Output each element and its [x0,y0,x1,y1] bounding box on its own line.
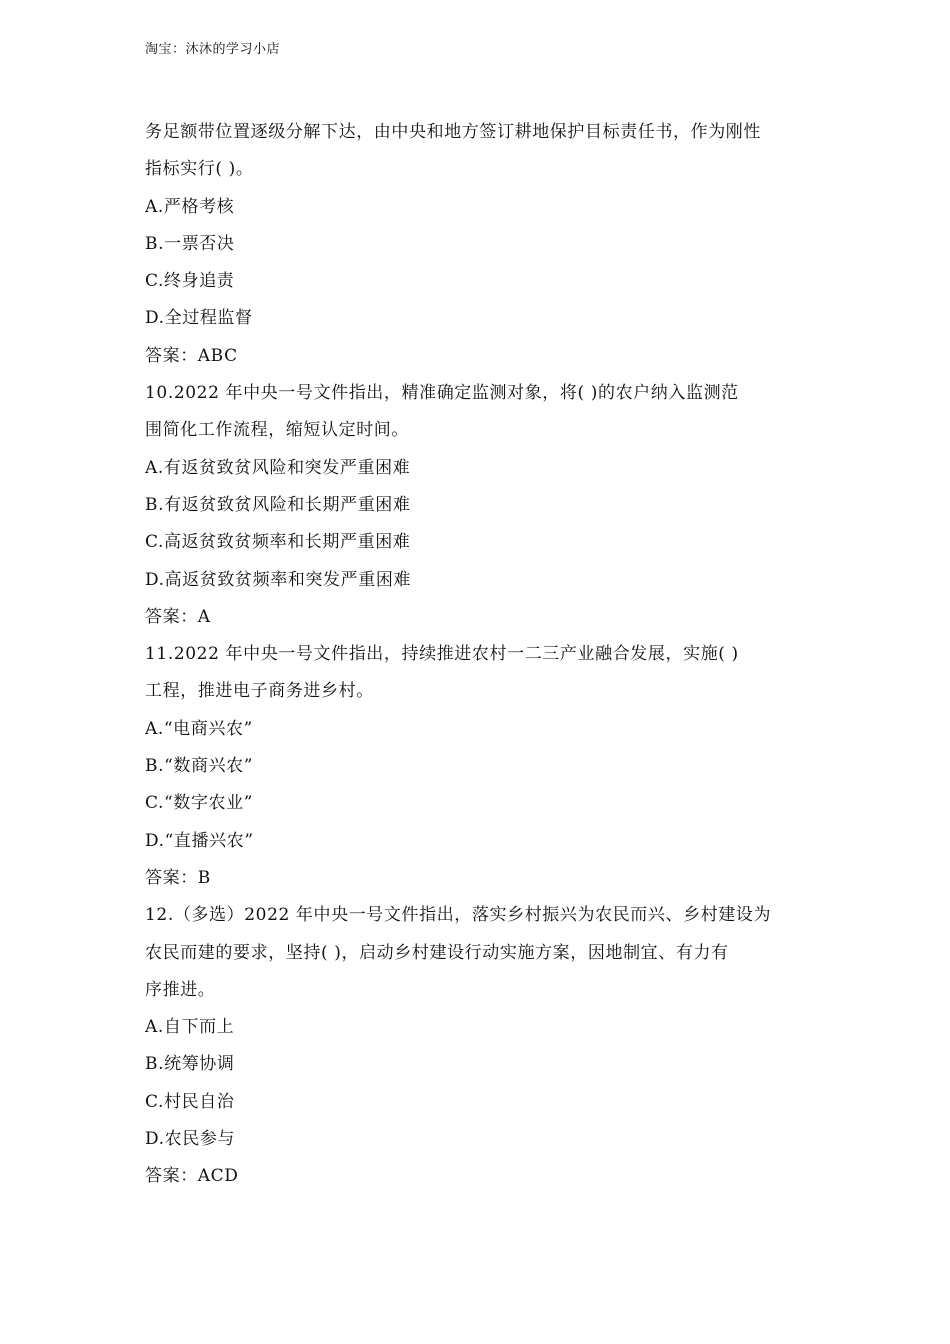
option-b: B.一票否决 [145,233,235,254]
option-c: C.终身追责 [145,271,235,292]
option-a: A.自下而上 [145,1017,235,1038]
option-d: D.“直播兴农” [145,830,254,851]
option-d: D.农民参与 [145,1129,236,1150]
text-line: 指标实行( )。 [145,159,254,180]
text-line: 围简化工作流程，缩短认定时间。 [145,420,409,441]
option-b: B.“数商兴农” [145,756,254,777]
answer: 答案：ABC [145,345,238,366]
text-line: 序推进。 [145,979,216,1000]
question-11: 11.2022 年中央一号文件指出，持续推进农村一二三产业融合发展，实施( ) [145,644,739,665]
answer: 答案：B [145,867,211,888]
option-d: D.全过程监督 [145,308,253,329]
text-line: 务足额带位置逐级分解下达，由中央和地方签订耕地保护目标责任书，作为刚性 [145,122,761,142]
question-12: 12.（多选）2022 年中央一号文件指出，落实乡村振兴为农民而兴、乡村建设为 [145,905,772,926]
document-body [145,114,815,1196]
answer: 答案：A [145,606,211,627]
option-b: B.有返贫致贫风险和长期严重困难 [145,494,411,515]
option-c: C.高返贫致贫频率和长期严重困难 [145,532,411,553]
option-a: A.“电商兴农” [145,718,253,739]
option-a: A.有返贫致贫风险和突发严重困难 [145,457,411,478]
option-c: C.“数字农业” [145,793,253,814]
answer: 答案：ACD [145,1166,239,1187]
option-b: B.统筹协调 [145,1054,235,1075]
page-header-shop: 淘宝：沐沐的学习小店 [145,42,281,57]
question-10: 10.2022 年中央一号文件指出，精准确定监测对象，将( )的农户纳入监测范 [145,383,739,404]
text-line: 农民而建的要求，坚持( )，启动乡村建设行动实施方案，因地制宜、有力有 [145,942,729,963]
option-d: D.高返贫致贫频率和突发严重困难 [145,569,412,590]
option-c: C.村民自治 [145,1091,235,1112]
option-a: A.严格考核 [145,196,235,217]
text-line: 工程，推进电子商务进乡村。 [145,681,374,702]
